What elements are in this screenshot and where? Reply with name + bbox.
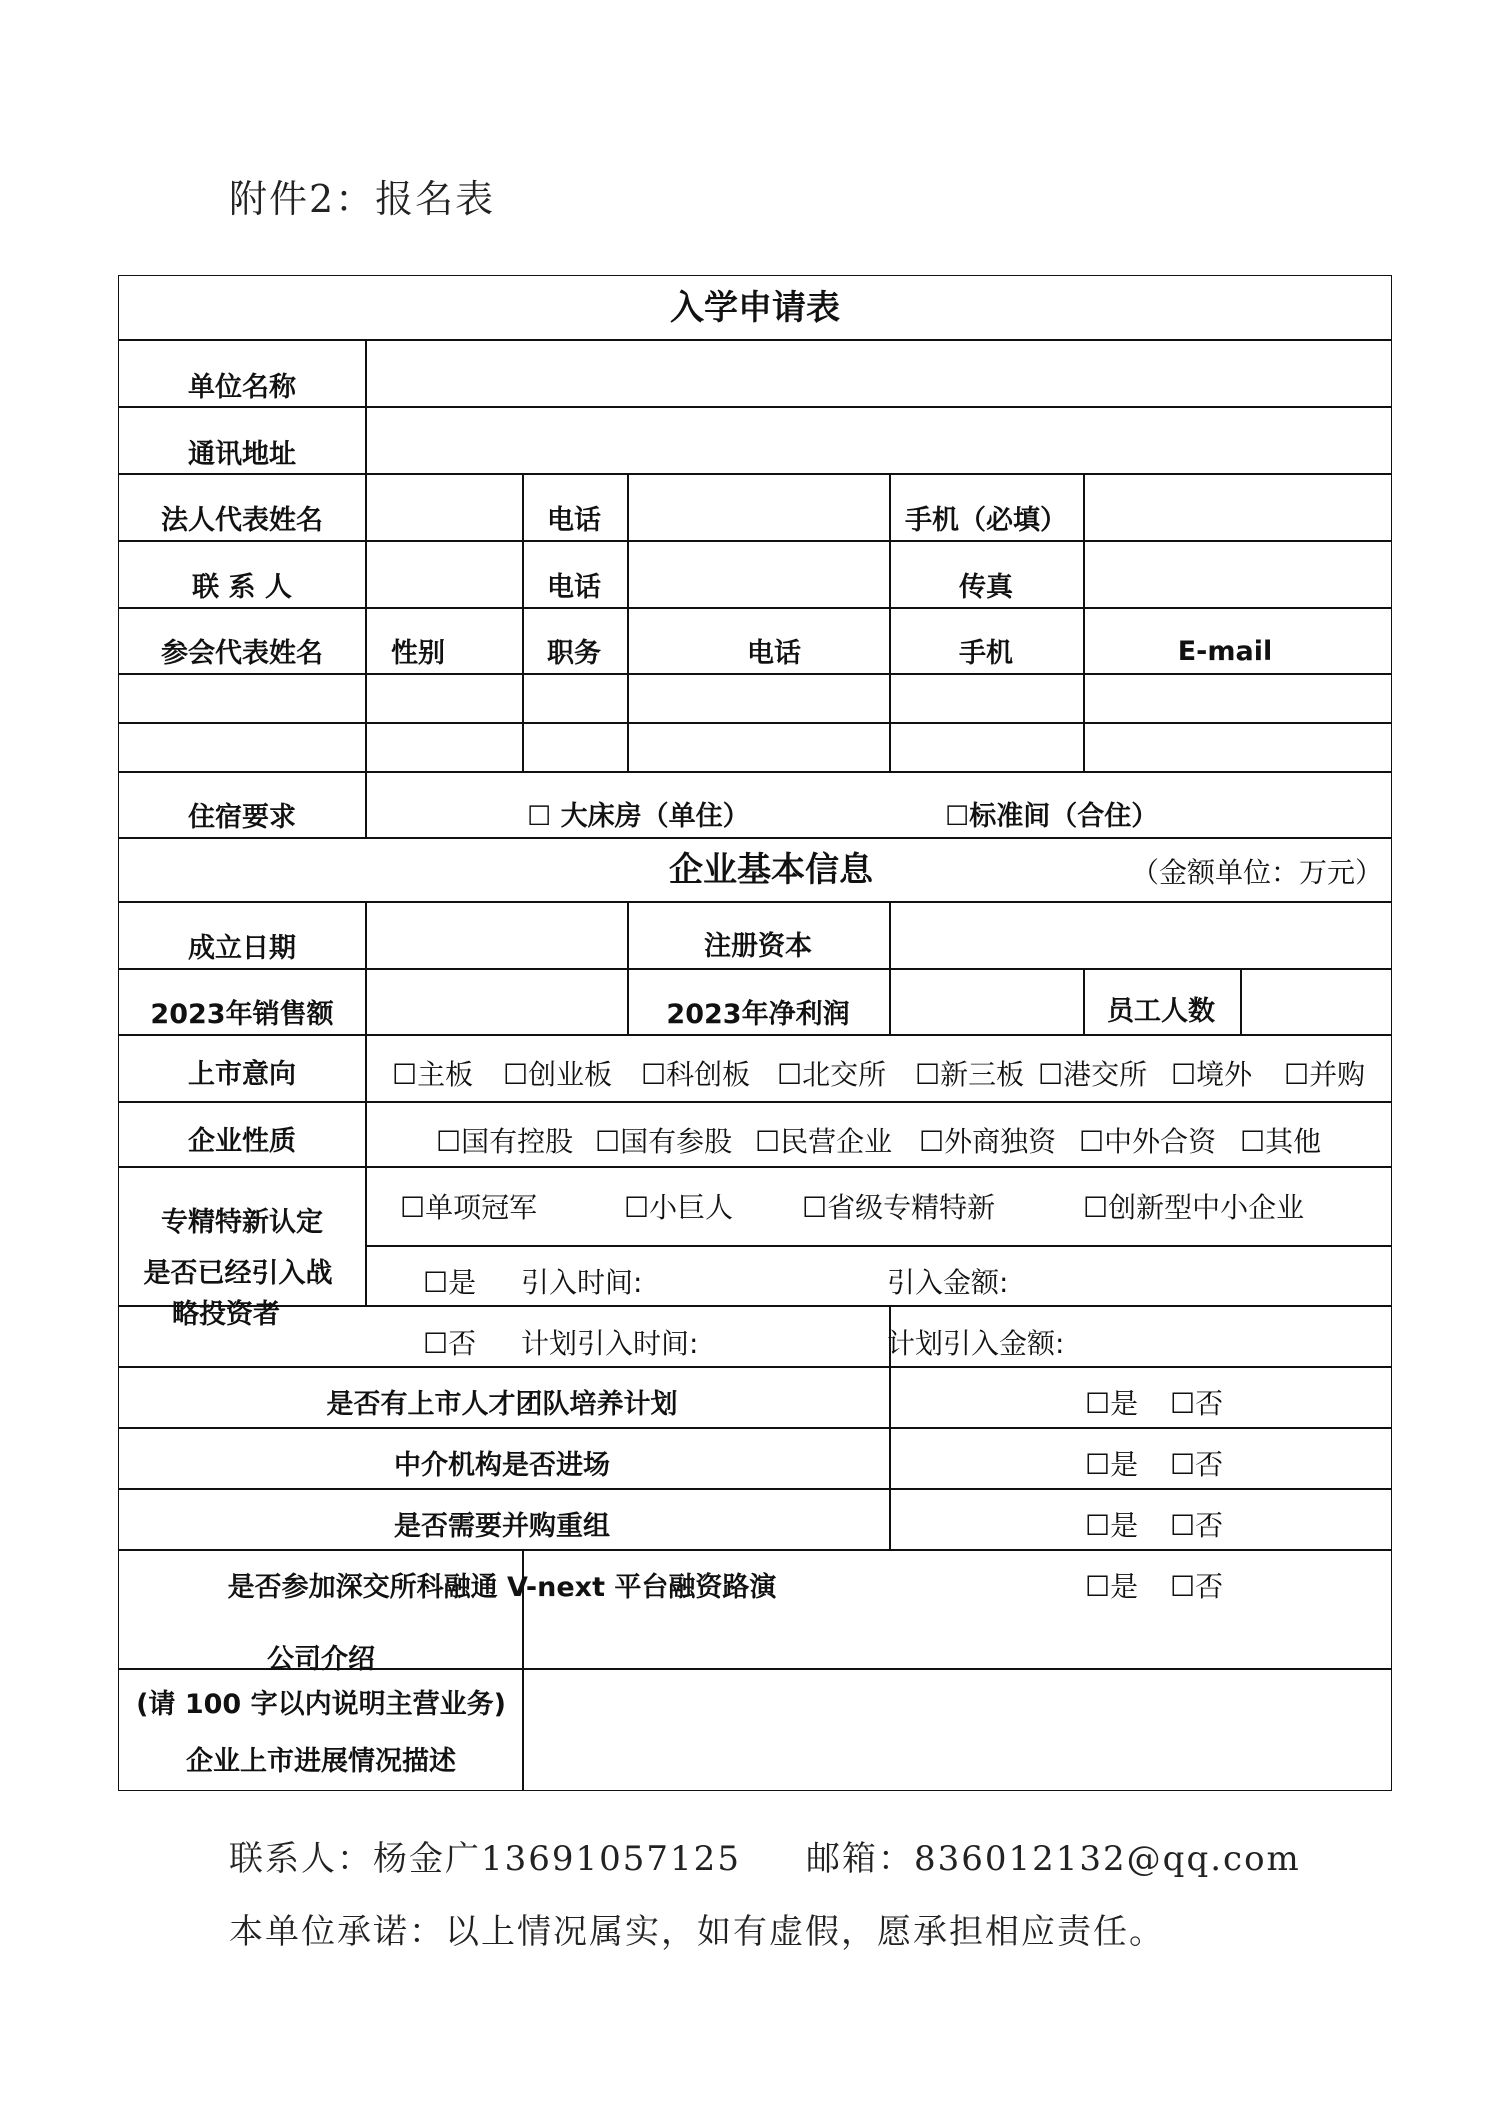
footer-email: 邮箱：836012132@qq.com [806,1839,1301,1879]
plan-time-label: 计划引入时间: [521,1327,699,1360]
rule [119,1488,1391,1490]
nature-label: 企业性质 [188,1126,296,1157]
registered-capital-label: 注册资本 [704,931,812,962]
rule [365,901,367,1305]
nature-option-state-shareholding[interactable]: ☐国有参股 [595,1125,733,1158]
rule [119,837,1391,839]
legal-rep-label: 法人代表姓名 [161,505,323,536]
listing-option-neeq[interactable]: ☐新三板 [915,1058,1025,1091]
rule [522,473,524,771]
question-talent-plan-no[interactable]: ☐否 [1170,1387,1224,1420]
intro-time-label: 引入时间: [521,1266,643,1299]
rule [1083,968,1085,1034]
nature-option-foreign[interactable]: ☐外商独资 [919,1125,1057,1158]
application-form [118,275,1392,1791]
sales-label: 2023年销售额 [150,999,334,1030]
listing-option-chinext[interactable]: ☐创业板 [503,1058,613,1091]
specialized-option-provincial[interactable]: ☐省级专精特新 [802,1191,996,1224]
rule [119,339,1391,341]
rule [119,406,1391,408]
rule [365,1245,1391,1247]
strategic-investor-label-2: 略投资者 [172,1299,280,1330]
rule [119,1166,1391,1168]
rule [889,901,891,1034]
email-header: E-mail [1177,636,1273,667]
lodging-label: 住宿要求 [188,802,296,833]
listing-option-overseas[interactable]: ☐境外 [1171,1058,1253,1091]
rule [119,1549,1391,1551]
gender-header: 性别 [391,638,445,669]
phone-header: 电话 [747,638,801,669]
amount-unit-note: （金额单位：万元） [1131,856,1384,889]
rule [119,673,1391,675]
mobile-required-label: 手机（必填） [905,505,1067,536]
question-intermediary-no[interactable]: ☐否 [1170,1448,1224,1481]
attachment-title: 附件2：报名表 [229,177,496,221]
company-intro-note: (请 100 字以内说明主营业务) [136,1689,506,1720]
strategic-investor-label-1: 是否已经引入战 [143,1258,333,1289]
contact-label: 联 系 人 [192,572,292,603]
question-intermediary-yes[interactable]: ☐是 [1085,1448,1139,1481]
question-talent-plan-yes[interactable]: ☐是 [1085,1387,1139,1420]
phone-label-2: 电话 [547,572,601,603]
listing-option-ma[interactable]: ☐并购 [1284,1058,1366,1091]
specialized-option-champion[interactable]: ☐单项冠军 [400,1191,538,1224]
lodging-option-double[interactable]: ☐ 大床房（单住） [527,801,750,832]
question-roadshow-no[interactable]: ☐否 [1170,1570,1224,1603]
rule [119,968,1391,970]
attendee-name-header: 参会代表姓名 [161,638,323,669]
rule [119,607,1391,609]
company-section-title: 企业基本信息 [669,850,873,890]
question-merger-no[interactable]: ☐否 [1170,1509,1224,1542]
rule [119,1427,1391,1429]
rule [119,1305,1391,1307]
employees-label: 员工人数 [1107,996,1215,1027]
founded-label: 成立日期 [188,933,296,964]
rule [119,473,1391,475]
phone-label: 电话 [547,505,601,536]
footer-pledge: 本单位承诺：以上情况属实，如有虚假，愿承担相应责任。 [229,1912,1165,1952]
question-merger-yes[interactable]: ☐是 [1085,1509,1139,1542]
rule [119,722,1391,724]
specialized-option-innovative-sme[interactable]: ☐创新型中小企业 [1083,1191,1305,1224]
lodging-option-standard[interactable]: ☐标准间（合住） [945,801,1159,832]
rule [119,771,1391,773]
listing-option-main-board[interactable]: ☐主板 [392,1058,474,1091]
nature-option-other[interactable]: ☐其他 [1240,1125,1322,1158]
question-talent-plan: 是否有上市人才团队培养计划 [326,1389,678,1420]
footer-contact: 联系人：杨金广13691057125 [229,1839,741,1879]
form-title: 入学申请表 [670,288,840,328]
rule [119,901,1391,903]
listing-progress-label: 企业上市进展情况描述 [186,1746,456,1777]
position-header: 职务 [547,638,601,669]
specialized-option-little-giant[interactable]: ☐小巨人 [624,1191,734,1224]
listing-option-bse[interactable]: ☐北交所 [777,1058,887,1091]
question-merger: 是否需要并购重组 [394,1511,610,1542]
strategic-yes-option[interactable]: ☐是 [423,1266,477,1299]
listing-option-star[interactable]: ☐科创板 [641,1058,751,1091]
nature-option-private[interactable]: ☐民营企业 [755,1125,893,1158]
fax-label: 传真 [959,572,1013,603]
question-roadshow-yes[interactable]: ☐是 [1085,1570,1139,1603]
specialized-label: 专精特新认定 [161,1207,323,1238]
rule [119,1101,1391,1103]
address-label: 通讯地址 [188,439,296,470]
rule [119,1366,1391,1368]
question-roadshow: 是否参加深交所科融通 V-next 平台融资路演 [227,1572,777,1603]
plan-amount-label: 计划引入金额: [887,1327,1065,1360]
net-profit-label: 2023年净利润 [666,999,850,1030]
rule [1083,473,1085,771]
rule [119,540,1391,542]
rule [627,473,629,771]
listing-intent-label: 上市意向 [188,1059,296,1090]
unit-name-label: 单位名称 [188,372,296,403]
nature-option-state-controlled[interactable]: ☐国有控股 [436,1125,574,1158]
company-intro-label: 公司介绍 [267,1644,375,1675]
intro-amount-label: 引入金额: [887,1266,1009,1299]
listing-option-hkex[interactable]: ☐港交所 [1038,1058,1148,1091]
rule [627,901,629,1034]
rule [119,1034,1391,1036]
strategic-no-option[interactable]: ☐否 [423,1327,477,1360]
rule [1240,968,1242,1034]
rule [889,473,891,771]
nature-option-joint-venture[interactable]: ☐中外合资 [1079,1125,1217,1158]
question-intermediary: 中介机构是否进场 [394,1450,610,1481]
rule [365,339,367,837]
mobile-header: 手机 [959,638,1013,669]
